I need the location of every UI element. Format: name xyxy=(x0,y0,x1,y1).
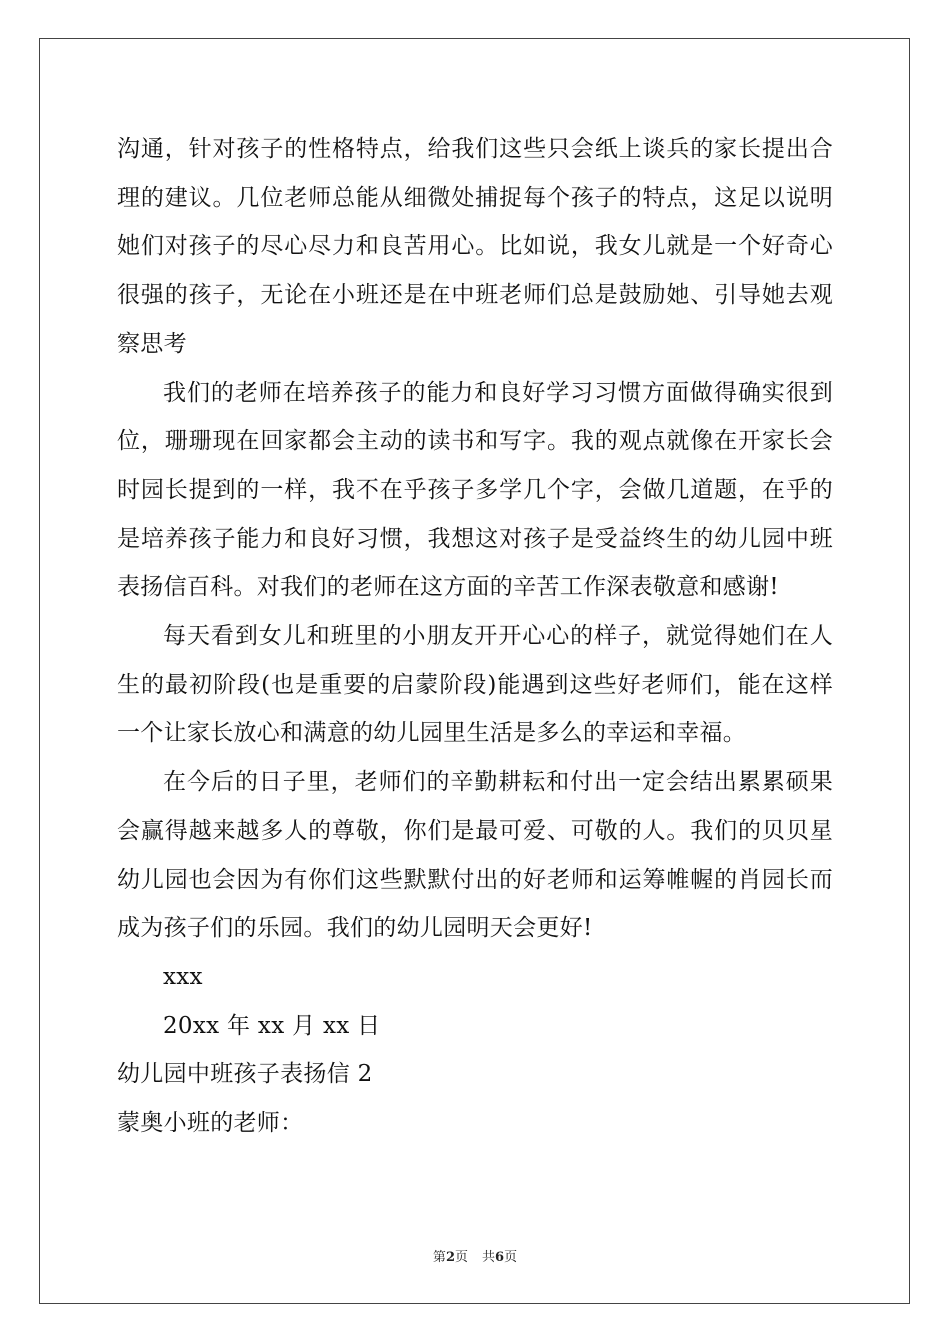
total-prefix: 共 xyxy=(482,1250,496,1265)
paragraph-1: 沟通，针对孩子的性格特点，给我们这些只会纸上谈兵的家长提出合理的建议。几位老师总能从细微处捕捉每个孩子的特点，这足以说明她们对孩子的尽心尽力和良苦用心。比如说，我女儿就是一个好奇心很强的孩子，无论在小班还是在中班老师们总是鼓励她、引导她去观察思考 xyxy=(117,136,833,357)
paragraph-3: 每天看到女儿和班里的小朋友开开心心的样子，就觉得她们在人生的最初阶段(也是重要的启蒙阶段)能遇到这些好老师们，能在这样一个让家长放心和满意的幼儿园里生活是多么的幸运和幸福。 xyxy=(117,623,833,747)
page-suffix: 页 xyxy=(454,1250,468,1265)
next-letter-title: 幼儿园中班孩子表扬信 2 xyxy=(117,1061,373,1088)
page-total: 6 xyxy=(495,1250,505,1265)
paragraph-4: 在今后的日子里，老师们的辛勤耕耘和付出一定会结出累累硕果会赢得越来越多人的尊敬，你们是最可爱、可敬的人。我们的贝贝星幼儿园也会因为有你们这些默默付出的好老师和运筹帷幄的肖园长而成为孩子们的乐园。我们的幼儿园明天会更好! xyxy=(117,769,833,942)
page-footer xyxy=(0,1246,950,1265)
date: 20xx 年 xx 月 xx 日 xyxy=(163,1012,381,1039)
paragraph-2: 我们的老师在培养孩子的能力和良好学习习惯方面做得确实很到位，珊珊现在回家都会主动的读书和写字。我的观点就像在开家长会时园长提到的一样，我不在乎孩子多学几个字，会做几道题，在乎的是培养孩子能力和良好习惯，我想这对孩子是受益终生的幼儿园中班表扬信百科。对我们的老师在这方面的辛苦工作深表敬意和感谢! xyxy=(117,379,833,601)
page-prefix: 第 xyxy=(432,1250,446,1265)
page-current: 2 xyxy=(445,1250,455,1265)
total-suffix: 页 xyxy=(504,1250,518,1265)
document-body xyxy=(117,125,833,1148)
signature: xxx xyxy=(163,963,203,990)
next-letter-salutation: 蒙奥小班的老师： xyxy=(117,1110,304,1137)
